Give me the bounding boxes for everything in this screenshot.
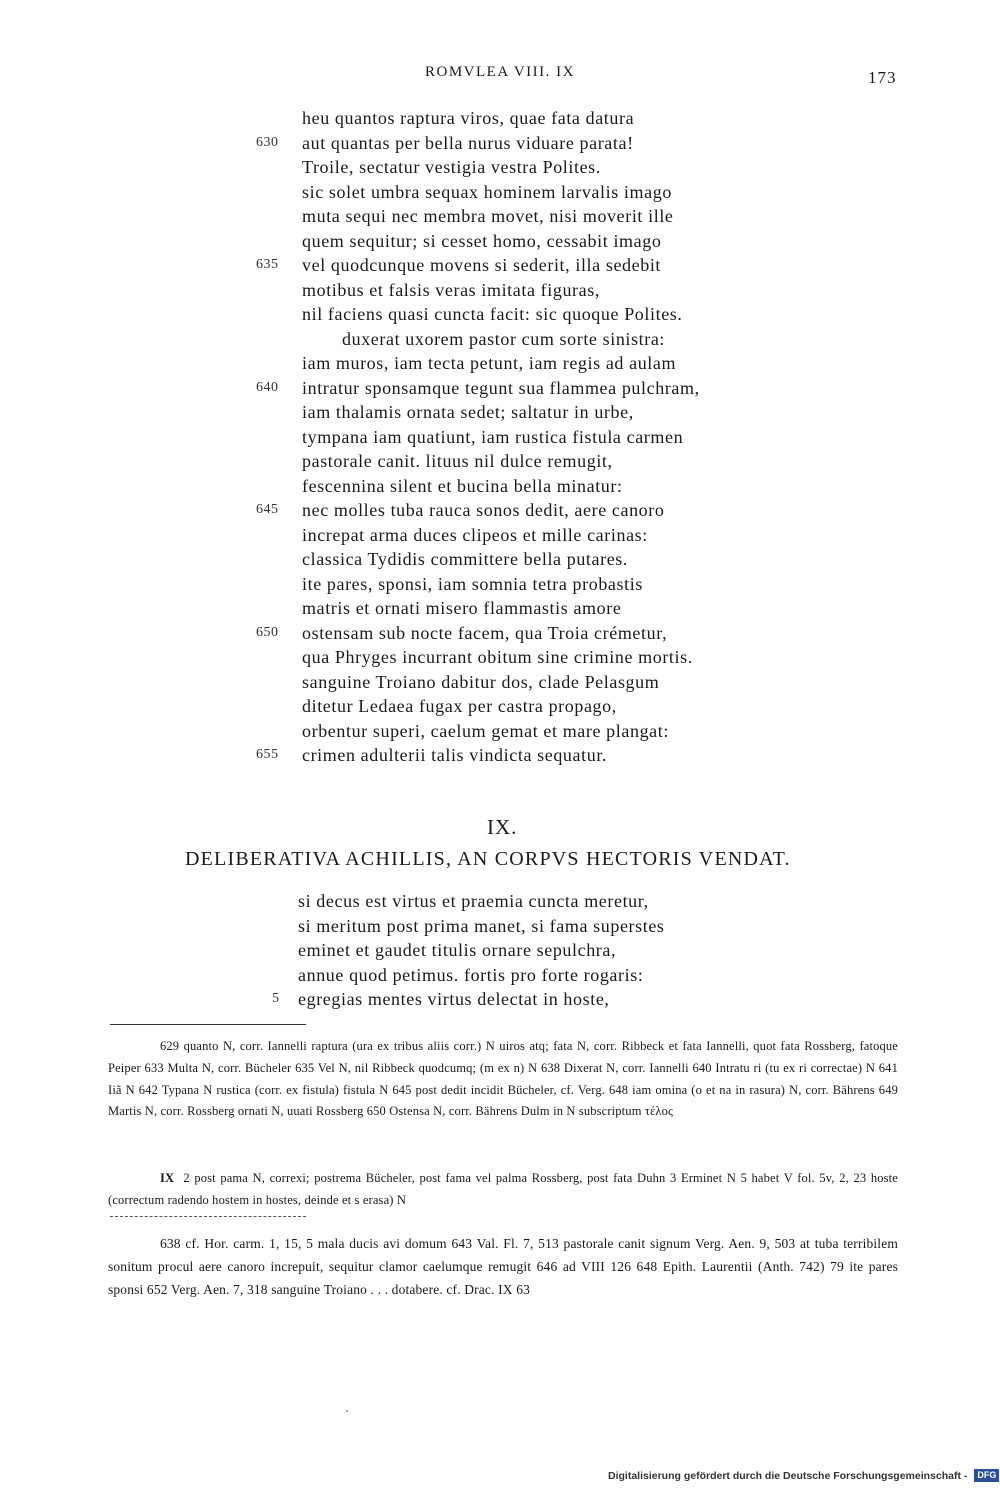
verse-line: [256, 547, 856, 572]
verse-line: [256, 938, 856, 963]
verse-line: [256, 106, 856, 131]
testimonia: [108, 1232, 898, 1301]
verse-text: classica Tydidis committere bella putares.: [302, 549, 629, 569]
verse-line: [256, 180, 856, 205]
verse-line: [256, 987, 856, 1012]
verse-line: [256, 889, 856, 914]
verse-text: heu quantos raptura viros, quae fata datura: [302, 108, 635, 128]
running-head: [0, 64, 1000, 86]
footer-text: Digitalisierung gefördert durch die Deutsche Forschungsgemeinschaft -: [608, 1470, 968, 1482]
line-number: 635: [256, 257, 279, 272]
verse-text: muta sequi nec membra movet, nisi moverit ille: [302, 206, 674, 226]
verse-line: [256, 523, 856, 548]
verse-line: [256, 694, 856, 719]
verse-text: iam muros, iam tecta petunt, iam regis ad aulam: [302, 353, 677, 373]
line-number: 645: [256, 502, 279, 517]
verse-text: eminet et gaudet titulis ornare sepulchra,: [298, 940, 617, 960]
verse-text: aut quantas per bella nurus viduare parata!: [302, 132, 634, 153]
verse-text: crimen adulterii talis vindicta sequatur.: [302, 745, 608, 765]
verse-text: pastorale canit. lituus nil dulce remugit,: [302, 451, 613, 471]
verse-line: [256, 253, 856, 278]
section-number: IX.: [487, 815, 518, 839]
verse-text: duxerat uxorem pastor cum sorte sinistra:: [342, 328, 666, 349]
apparatus-ix-text: 2 post pama N, correxi; postrema Bücheler, post fama vel palma Rossberg, post fata Duhn 3 Erminet N 5 habet V fol. 5v, 2, 23 hoste (correctum radendo hostem in hostes, deinde et s erasa) N: [108, 1171, 898, 1207]
verse-line: [256, 229, 856, 254]
verse-line: [256, 645, 856, 670]
verse-text: vel quodcunque movens si sederit, illa sedebit: [302, 255, 662, 275]
speck-mark: [346, 1410, 348, 1412]
verse-text: Troile, sectatur vestigia vestra Polites.: [302, 157, 601, 177]
verse-text: fescennina silent et bucina bella minatur:: [302, 475, 623, 496]
verse-line: [256, 670, 856, 695]
footer: [608, 1466, 997, 1482]
running-title: ROMVLEA VIII. IX: [425, 64, 575, 80]
testimonia-text: 638 cf. Hor. carm. 1, 15, 5 mala ducis avi domum 643 Val. Fl. 7, 513 pastorale canit signum Verg. Aen. 9, 503 at tuba terribilem sonitum procul aere canoro increpuit, sequitur clamor caelumque remugit 646 ad VIII 126 648 Epith. Laurentii (Anth. 742) 79 ite pares sponsi 652 Verg. Aen. 7, 318 sanguine Troiano . . . dotabere. cf. Drac. IX 63: [108, 1236, 898, 1297]
verse-line: [256, 400, 856, 425]
verse-line: [256, 351, 856, 376]
verse-line: [256, 449, 856, 474]
verse-text: nec molles tuba rauca sonos dedit, aere canoro: [302, 500, 665, 520]
verse-text: nil faciens quasi cuncta facit: sic quoque Polites.: [302, 304, 683, 324]
verse-text: qua Phryges incurrant obitum sine crimine mortis.: [302, 647, 693, 667]
verse-text: iam thalamis ornata sedet; saltatur in urbe,: [302, 402, 634, 422]
verse-text: ite pares, sponsi, iam somnia tetra probastis: [302, 573, 643, 594]
line-number: 650: [256, 624, 279, 640]
verse-text: orbentur superi, caelum gemat et mare plangat:: [302, 720, 669, 741]
page-number: 173: [868, 68, 897, 87]
verse-line: [256, 596, 856, 621]
verse-line: [256, 474, 856, 499]
apparatus-ix-paragraph: [108, 1168, 898, 1212]
line-number: 640: [256, 379, 279, 395]
verse-text: matris et ornati misero flammastis amore: [302, 598, 622, 618]
verse-text: motibus et falsis veras imitata figuras,: [302, 279, 600, 300]
verse-text: si meritum post prima manet, si fama superstes: [298, 915, 665, 936]
poem-viii: [256, 106, 856, 768]
verse-text: increpat arma duces clipeos et mille carinas:: [302, 524, 648, 545]
verse-line: [256, 572, 856, 597]
verse-line: [256, 498, 856, 523]
line-number: 655: [256, 747, 279, 762]
verse-line: [256, 131, 856, 156]
verse-text: egregias mentes virtus delectat in hoste,: [298, 989, 610, 1009]
verse-line: [256, 327, 856, 352]
verse-line: [256, 425, 856, 450]
verse-line: [256, 155, 856, 180]
verse-text: ostensam sub nocte facem, qua Troia crémetur,: [302, 622, 668, 643]
verse-text: tympana iam quatiunt, iam rustica fistula carmen: [302, 426, 684, 447]
verse-line: [256, 302, 856, 327]
apparatus-ix-label: IX: [160, 1171, 175, 1185]
line-number: 630: [256, 134, 279, 150]
verse-text: quem sequitur; si cesset homo, cessabit imago: [302, 230, 662, 251]
footnote-divider: [110, 1216, 306, 1217]
verse-line: [256, 963, 856, 988]
poem-ix: [256, 889, 856, 1012]
verse-text: ditetur Ledaea fugax per castra propago,: [302, 696, 617, 716]
section-title: DELIBERATIVA ACHILLIS, AN CORPVS HECTORIS VENDAT.: [185, 848, 791, 870]
verse-line: [256, 278, 856, 303]
verse-line: [256, 621, 856, 646]
dfg-logo: DFG: [974, 1469, 999, 1482]
line-number: 5: [272, 991, 280, 1006]
verse-line: [256, 719, 856, 744]
verse-line: [256, 914, 856, 939]
verse-text: si decus est virtus et praemia cuncta meretur,: [298, 891, 649, 911]
verse-line: [256, 743, 856, 768]
verse-line: [256, 204, 856, 229]
apparatus-ix: [108, 1168, 898, 1212]
verse-text: sanguine Troiano dabitur dos, clade Pelasgum: [302, 671, 660, 692]
verse-text: annue quod petimus. fortis pro forte rogaris:: [298, 964, 644, 985]
verse-text: intratur sponsamque tegunt sua flammea pulchram,: [302, 377, 700, 398]
verse-text: sic solet umbra sequax hominem larvalis imago: [302, 181, 672, 202]
verse-line: [256, 376, 856, 401]
footnote-rule: [110, 1024, 306, 1025]
apparatus-viii: [108, 1036, 898, 1123]
apparatus-viii-text: 629 quanto N, corr. Iannelli raptura (ura ex tribus aliis corr.) N uiros atq; fata N, corr. Ribbeck et fata Iannelli, quot fata Rossberg, fatoque Peiper 633 Multa N, corr. Bücheler 635 Vel N, nil Ribbeck quodcumq; (m ex n) N 638 Dixerat N, corr. Iannelli 640 Intratu ri (tu ex ri correctae) N 641 Iiã N 642 Typana N rustica (corr. ex fistula) fistula N 645 post dedit incidit Bücheler, cf. Verg. 648 iam omina (o et na in rasura) N, corr. Bährens 649 Martis N, corr. Rossberg ornati N, uuati Rossberg 650 Ostensa N, corr. Bährens Dulm in N subscriptum τέλος: [108, 1039, 898, 1119]
